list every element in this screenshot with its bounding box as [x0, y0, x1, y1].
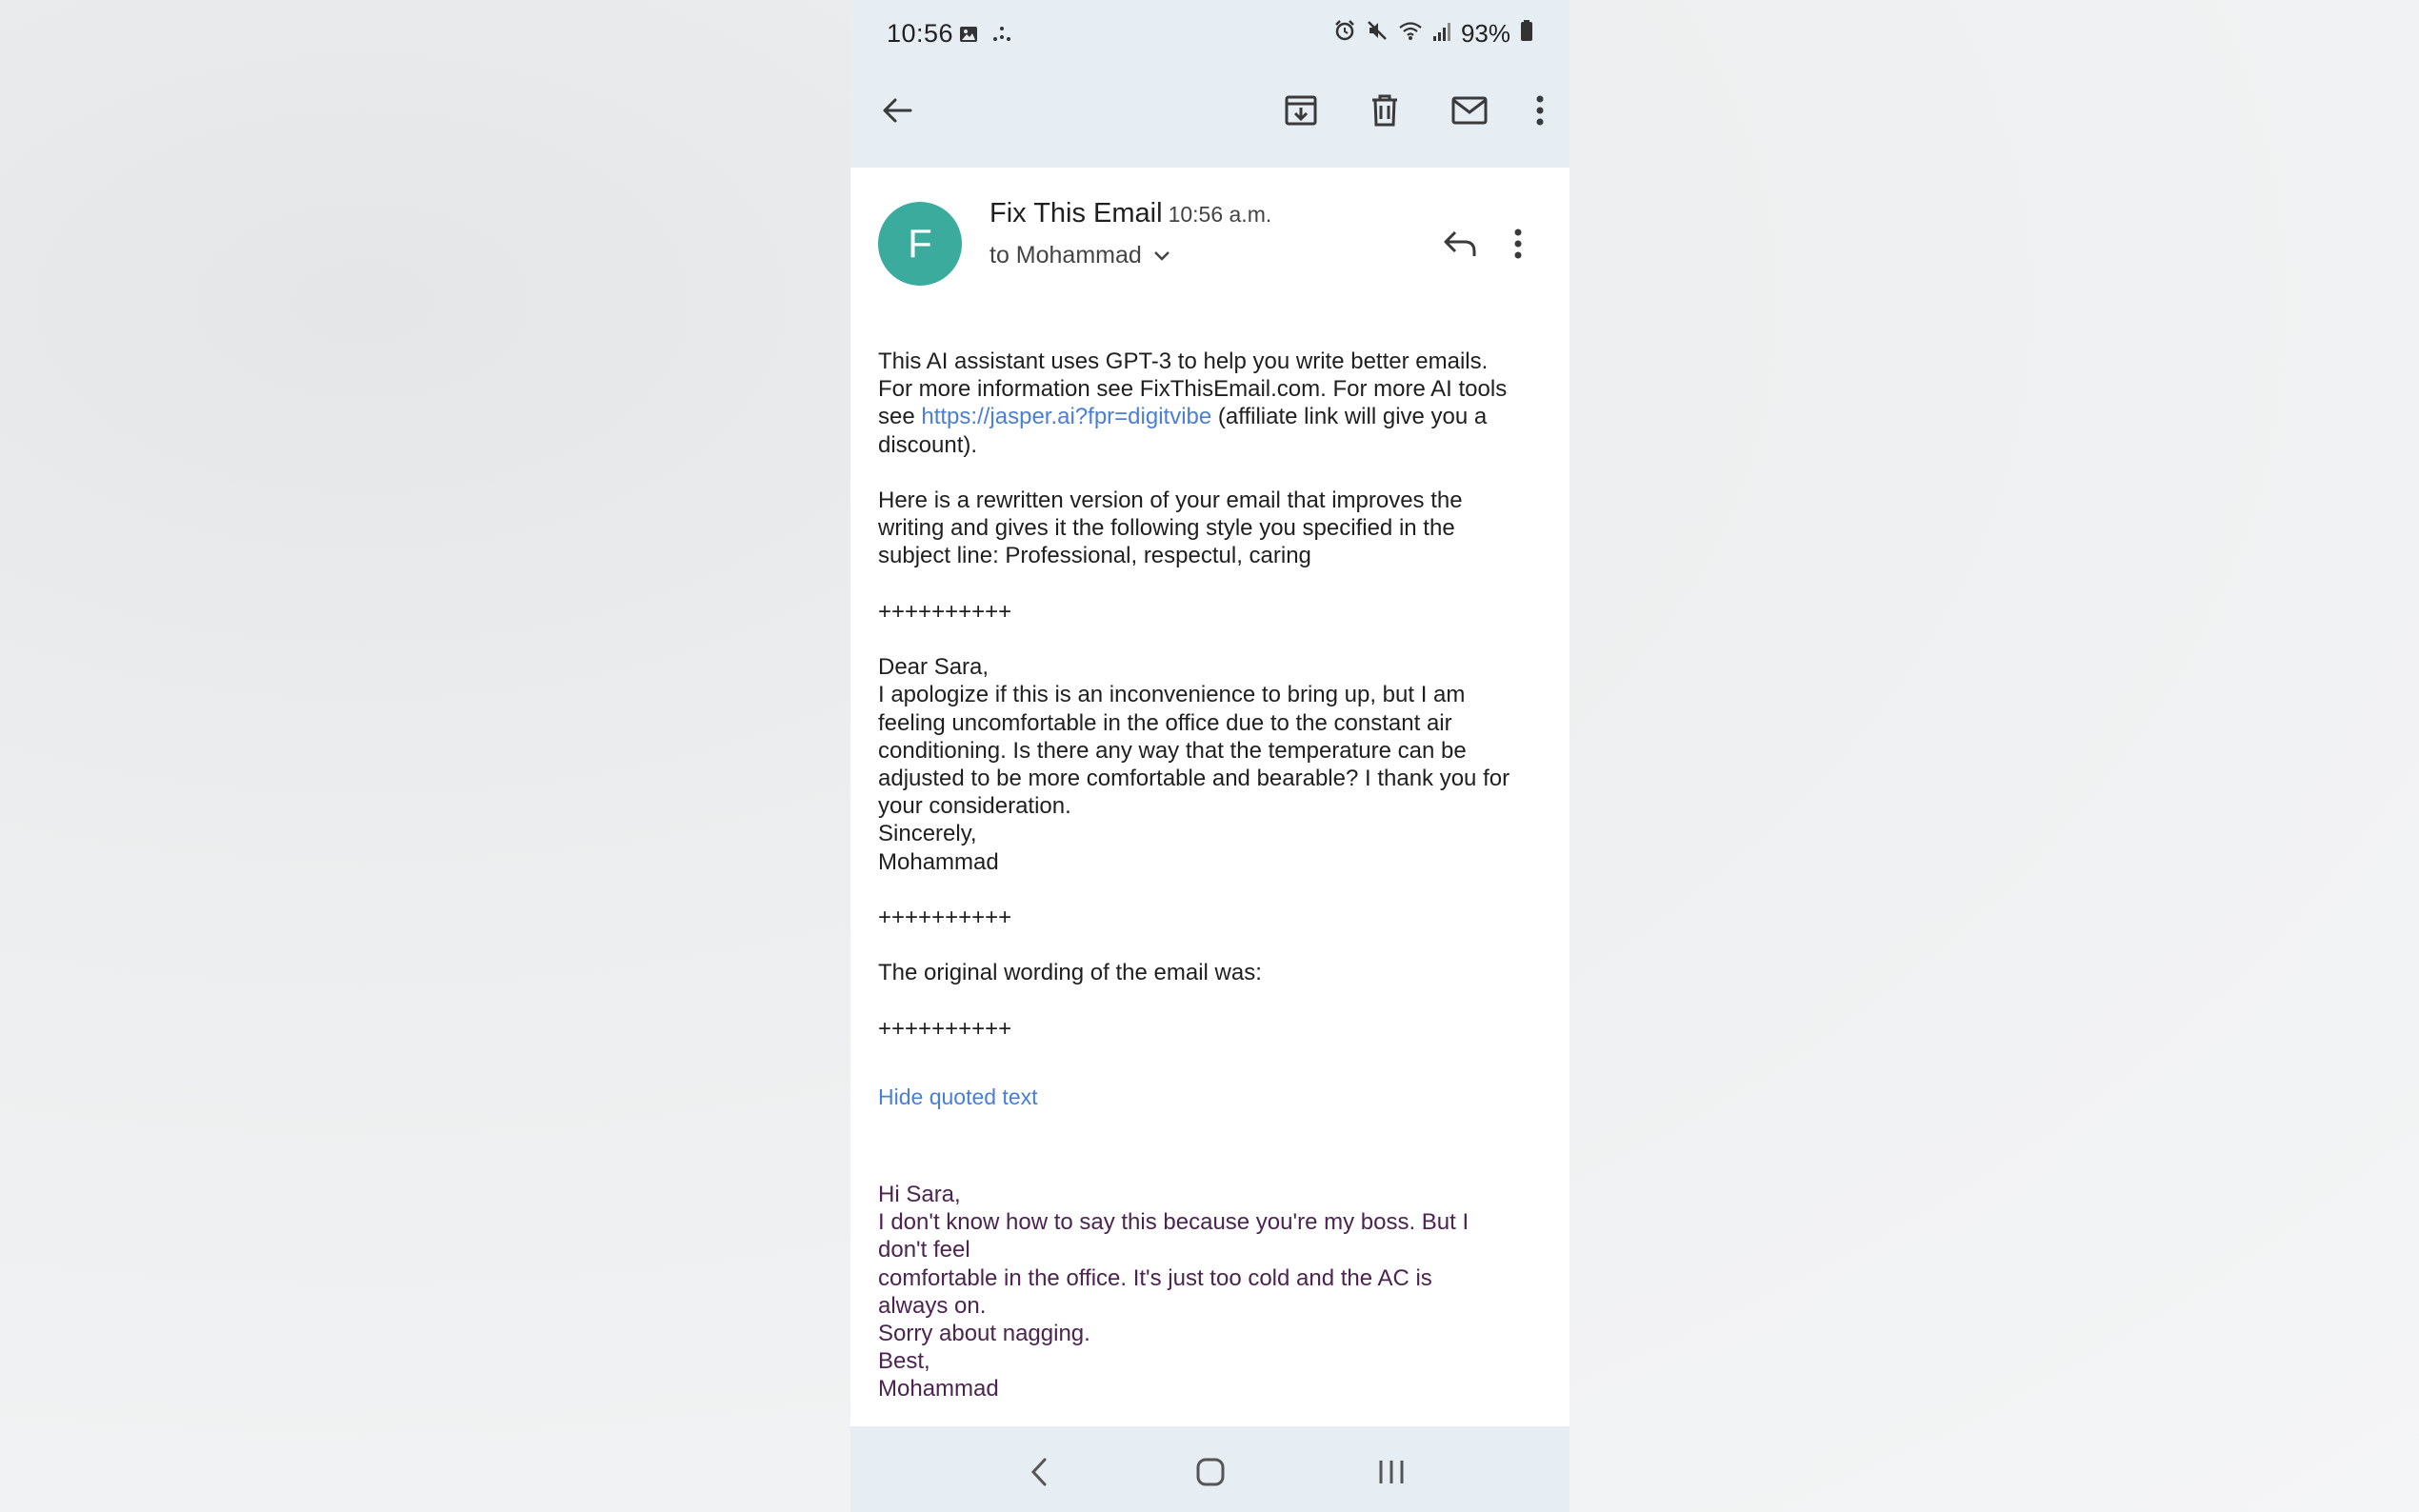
- quoted-line: always on.: [878, 1292, 987, 1319]
- quoted-line: Best,: [878, 1348, 930, 1375]
- status-time: 10:56: [887, 19, 954, 48]
- body-line: The original wording of the email was:: [878, 960, 1262, 986]
- body-line: I apologize if this is an inconvenience to bring up, but I am: [878, 682, 1466, 708]
- nav-back-button[interactable]: [1010, 1443, 1068, 1501]
- jasper-link[interactable]: https://jasper.ai?fpr=digitvibe: [921, 404, 1212, 430]
- body-line: writing and gives it the following style you specified in the: [878, 515, 1455, 542]
- status-left-icons: [959, 21, 1012, 50]
- system-nav-bar: [850, 1426, 1569, 1512]
- quoted-line: I don't know how to say this because you're my boss. But I: [878, 1209, 1469, 1236]
- home-icon: [1194, 1456, 1227, 1488]
- status-bar: [850, 0, 1569, 65]
- recipient-label: to Mohammad: [990, 242, 1142, 269]
- body-line: Dear Sara,: [878, 654, 990, 681]
- delete-button[interactable]: [1356, 82, 1413, 139]
- battery-text: 93%: [1460, 19, 1510, 48]
- signal-icon: [1432, 19, 1451, 49]
- status-right-icons: [1333, 19, 1533, 49]
- quoted-line: Mohammad: [878, 1376, 999, 1403]
- quoted-line: comfortable in the office. It's just too cold and the AC is: [878, 1264, 1432, 1291]
- archive-icon: [1283, 92, 1319, 129]
- back-button[interactable]: [869, 82, 926, 139]
- body-line: Here is a rewritten version of your email that improves the: [878, 487, 1463, 513]
- alarm-icon: [1333, 19, 1356, 49]
- chevron-down-icon: [1153, 250, 1170, 262]
- body-line: subject line: Professional, respectul, caring: [878, 543, 1311, 569]
- body-line: This AI assistant uses GPT-3 to help you write better emails.: [878, 348, 1489, 374]
- sender-name: Fix This Email: [990, 198, 1163, 229]
- body-line: [878, 403, 1549, 430]
- dots-icon: [991, 21, 1012, 50]
- body-line: conditioning. Is there any way that the temperature can be: [878, 737, 1467, 764]
- email-time: 10:56 a.m.: [1168, 202, 1272, 227]
- mail-icon: [1450, 94, 1489, 127]
- quoted-line: Sorry about nagging.: [878, 1321, 1090, 1347]
- reply-button[interactable]: [1431, 215, 1489, 272]
- body-line: feeling uncomfortable in the office due to the constant air: [878, 709, 1452, 736]
- body-text-fragment: see: [878, 404, 922, 430]
- email-toolbar: [850, 65, 1569, 168]
- archive-button[interactable]: [1272, 82, 1329, 139]
- mute-icon: [1366, 19, 1389, 49]
- reply-icon: [1442, 229, 1478, 259]
- phone-screen: [850, 0, 1569, 1512]
- nav-home-button[interactable]: [1182, 1443, 1239, 1501]
- body-line: discount).: [878, 431, 978, 458]
- hide-quoted-text-link[interactable]: Hide quoted text: [878, 1084, 1038, 1109]
- quoted-line: Hi Sara,: [878, 1182, 961, 1207]
- quoted-text: [878, 1181, 1549, 1403]
- body-text-fragment: (affiliate link will give you a: [1211, 404, 1488, 430]
- body-line: Mohammad: [878, 848, 999, 875]
- email-content: [850, 168, 1569, 1426]
- body-line: your consideration.: [878, 793, 1071, 820]
- sender-header: [990, 198, 1271, 229]
- trash-icon: [1368, 92, 1402, 129]
- sender-avatar[interactable]: [878, 202, 962, 286]
- separator: ++++++++++: [878, 598, 1012, 625]
- avatar-letter: F: [908, 221, 932, 266]
- message-more-button[interactable]: [1494, 215, 1542, 272]
- email-body: [878, 348, 1549, 1043]
- image-icon: [959, 21, 978, 50]
- more-options-button[interactable]: [1521, 82, 1559, 139]
- recipient-toggle[interactable]: [990, 242, 1170, 269]
- separator: ++++++++++: [878, 1015, 1012, 1042]
- nav-recents-button[interactable]: [1363, 1443, 1420, 1501]
- more-vert-icon: [1535, 94, 1545, 127]
- chevron-left-icon: [1028, 1457, 1050, 1487]
- body-line: Sincerely,: [878, 821, 977, 847]
- recents-icon: [1375, 1457, 1408, 1487]
- wifi-icon: [1398, 19, 1423, 49]
- quoted-line: don't feel: [878, 1237, 970, 1263]
- body-line: adjusted to be more comfortable and bearable? I thank you for: [878, 766, 1510, 791]
- arrow-back-icon: [880, 93, 914, 128]
- battery-icon: [1520, 19, 1533, 49]
- separator: ++++++++++: [878, 905, 1012, 930]
- mark-unread-button[interactable]: [1441, 82, 1498, 139]
- more-vert-icon: [1513, 228, 1523, 260]
- body-line: For more information see FixThisEmail.com. For more AI tools: [878, 376, 1508, 403]
